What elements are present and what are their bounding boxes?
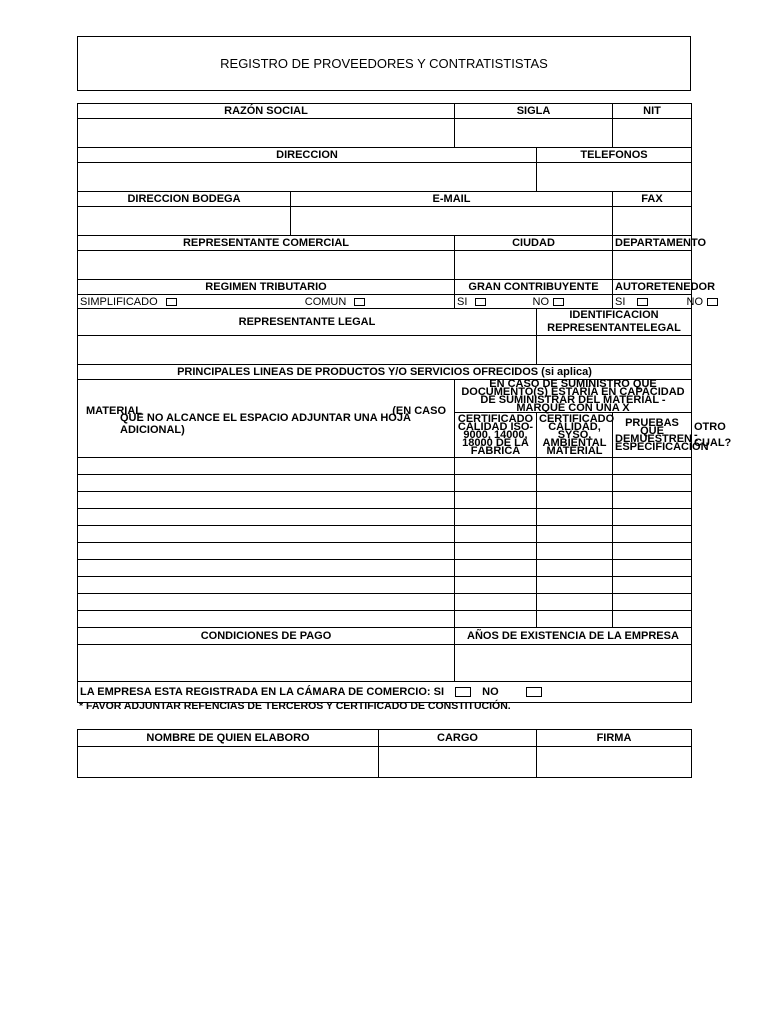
direccion-label: DIRECCION — [78, 148, 537, 163]
material-label: MATERIAL — [86, 405, 143, 417]
camara-no-label: NO — [482, 686, 499, 698]
cert-syso-cell[interactable] — [537, 577, 613, 594]
cert-iso-cell[interactable] — [455, 526, 537, 543]
fax-field[interactable] — [613, 207, 692, 236]
material-row — [78, 475, 692, 492]
representante-comercial-label: REPRESENTANTE COMERCIAL — [78, 236, 455, 251]
direccion-bodega-field[interactable] — [78, 207, 291, 236]
suministro-note: EN CASO DE SUMINISTRO QUE DOCUMENTO(S) ESTARÍA EN CAPACIDAD DE SUMINISTRAR DEL MATERIAL - MARQUE CON UNA X — [455, 380, 692, 413]
nit-field[interactable] — [613, 119, 692, 148]
anos-existencia-field[interactable] — [455, 645, 692, 682]
autoretenedor-si-checkbox[interactable] — [637, 298, 648, 306]
gran-contribuyente-si-checkbox[interactable] — [475, 298, 486, 306]
identificacion-rep-legal-field[interactable] — [537, 336, 692, 365]
representante-comercial-field[interactable] — [78, 251, 455, 280]
ciudad-label: CIUDAD — [455, 236, 613, 251]
cert-iso-cell[interactable] — [455, 492, 537, 509]
cert-syso-header: CERTIFICADO CALIDAD, SYSO, AMBIENTAL MATERIAL — [537, 413, 613, 458]
pruebas-cell[interactable] — [613, 475, 692, 492]
material-row — [78, 560, 692, 577]
camara-si-checkbox[interactable] — [455, 687, 471, 697]
direccion-field[interactable] — [78, 163, 537, 192]
pruebas-cell[interactable] — [613, 492, 692, 509]
signature-table — [77, 729, 692, 778]
gran-contribuyente-options — [455, 295, 613, 309]
material-cell[interactable] — [78, 458, 455, 475]
form-title: REGISTRO DE PROVEEDORES Y CONTRATISTISTAS — [77, 36, 691, 91]
material-row — [78, 611, 692, 628]
firma-label: FIRMA — [537, 730, 692, 747]
telefonos-field[interactable] — [537, 163, 692, 192]
regimen-tributario-label: REGIMEN TRIBUTARIO — [78, 280, 455, 295]
material-note: QUE NO ALCANCE EL ESPACIO ADJUNTAR UNA HOJA ADICIONAL) — [120, 412, 411, 436]
favor-adjuntar-note: * FAVOR ADJUNTAR REFENCIAS DE TERCEROS Y CERTIFICADO DE CONSTITUCIÓN. — [79, 700, 511, 712]
autoretenedor-no-label: NO — [686, 295, 704, 308]
supplier-form: RAZÓN SOCIAL SIGLA NIT DIRECCION TELEFONOS DIRECCION BODEGA E-MAIL FAX REPRESENTANTE COMERCIAL CIUDAD DEPARTAMENTO REGIMEN TRIBUTARIO GRAN CONTRIBUYENTE AUTORETENEDOR SIMPLIFICADO COMUN SI NO SI NO REPRESENTANTE LEGAL IDENTIFICACION REPRESENTANTELEGAL PRINCIPALES LINEAS DE PRODUCTOS Y/O SERVICIOS OFRECIDOS (si aplica) MATERIAL (EN CASO QUE NO ALCANCE EL ESPACIO ADJUNTAR UNA HOJA ADICIONAL) EN CASO DE SUMINISTRO QUE DOCUMENTO(S) ESTARÍA EN CAPACIDAD DE SUMINISTRAR DEL MATERIAL - MARQUE CON UNA X CERTIFICADO CALIDAD ISO-9000, 14000, 18000 DE LA FÁBRICA CERTIFICADO CALIDAD, SYSO, AMBIENTAL MATERIAL PRUEBAS QUE DEMUESTREN ESPECIFICACIÓN OTRO - CUAL? CONDICIONES DE PAGO AÑOS DE EXISTENCIA DE LA EMPRESA LA EMPRESA ESTA REGISTRADA EN LA CÁMARA DE COMERCIO: SI NO — [77, 103, 692, 703]
cert-syso-cell[interactable] — [537, 475, 613, 492]
ciudad-field[interactable] — [455, 251, 613, 280]
pruebas-cell[interactable] — [613, 560, 692, 577]
fax-label: FAX — [613, 192, 692, 207]
material-cell[interactable] — [78, 543, 455, 560]
gran-contribuyente-label: GRAN CONTRIBUYENTE — [455, 280, 613, 295]
camara-no-checkbox[interactable] — [526, 687, 542, 697]
simplificado-checkbox[interactable] — [166, 298, 177, 306]
razon-social-field[interactable] — [78, 119, 455, 148]
material-row — [78, 458, 692, 475]
autoretenedor-label: AUTORETENEDOR — [613, 280, 692, 295]
cert-iso-cell[interactable] — [455, 458, 537, 475]
email-field[interactable] — [291, 207, 613, 236]
material-row — [78, 509, 692, 526]
autoretenedor-no-checkbox[interactable] — [707, 298, 718, 306]
departamento-label: DEPARTAMENTO — [613, 236, 692, 251]
sigla-field[interactable] — [455, 119, 613, 148]
gran-contribuyente-no-checkbox[interactable] — [553, 298, 564, 306]
camara-comercio-label: LA EMPRESA ESTA REGISTRADA EN LA CÁMARA DE COMERCIO: SI — [80, 686, 445, 698]
material-row — [78, 492, 692, 509]
cert-iso-cell[interactable] — [455, 577, 537, 594]
gran-contribuyente-si-label: SI — [457, 295, 468, 308]
gran-contribuyente-no-label: NO — [532, 295, 550, 308]
material-cell[interactable] — [78, 492, 455, 509]
material-cell[interactable] — [78, 577, 455, 594]
material-header — [78, 380, 455, 458]
condiciones-pago-field[interactable] — [78, 645, 455, 682]
material-row — [78, 543, 692, 560]
email-label: E-MAIL — [291, 192, 613, 207]
pruebas-cell[interactable] — [613, 526, 692, 543]
cert-syso-cell[interactable] — [537, 509, 613, 526]
cert-syso-cell[interactable] — [537, 560, 613, 577]
comun-checkbox[interactable] — [354, 298, 365, 306]
pruebas-header: PRUEBAS QUE DEMUESTREN ESPECIFICACIÓN — [613, 413, 692, 458]
cert-syso-cell[interactable] — [537, 526, 613, 543]
cert-syso-cell[interactable] — [537, 492, 613, 509]
sigla-label: SIGLA — [455, 104, 613, 119]
cert-iso-cell[interactable] — [455, 509, 537, 526]
material-cell[interactable] — [78, 526, 455, 543]
material-row — [78, 526, 692, 543]
cert-iso-cell[interactable] — [455, 611, 537, 628]
cert-iso-cell[interactable] — [455, 475, 537, 492]
identificacion-rep-legal-label: IDENTIFICACION REPRESENTANTELEGAL — [537, 309, 692, 336]
nit-label: NIT — [613, 104, 692, 119]
autoretenedor-options — [613, 295, 704, 309]
departamento-field[interactable] — [613, 251, 692, 280]
cert-iso-header: CERTIFICADO CALIDAD ISO-9000, 14000, 18000 DE LA FÁBRICA — [455, 413, 537, 458]
telefonos-label: TELEFONOS — [537, 148, 692, 163]
autoretenedor-si-label: SI — [615, 295, 626, 308]
cert-iso-cell[interactable] — [455, 560, 537, 577]
en-caso-label: (EN CASO — [392, 405, 446, 417]
cargo-field[interactable] — [379, 747, 537, 778]
pruebas-cell[interactable] — [613, 611, 692, 628]
pruebas-cell[interactable] — [613, 509, 692, 526]
comun-label: COMUN — [304, 295, 347, 308]
cert-iso-cell[interactable] — [455, 543, 537, 560]
cargo-label: CARGO — [379, 730, 537, 747]
representante-legal-field[interactable] — [78, 336, 537, 365]
cert-syso-cell[interactable] — [537, 543, 613, 560]
pruebas-cell[interactable] — [613, 458, 692, 475]
material-row — [78, 577, 692, 594]
cert-iso-cell[interactable] — [455, 594, 537, 611]
representante-legal-label: REPRESENTANTE LEGAL — [78, 309, 537, 336]
razon-social-label: RAZÓN SOCIAL — [78, 104, 455, 119]
material-row — [78, 594, 692, 611]
pruebas-cell[interactable] — [613, 543, 692, 560]
material-cell[interactable] — [78, 611, 455, 628]
anos-existencia-label: AÑOS DE EXISTENCIA DE LA EMPRESA — [455, 628, 692, 645]
pruebas-cell[interactable] — [613, 594, 692, 611]
material-cell[interactable] — [78, 560, 455, 577]
simplificado-label: SIMPLIFICADO — [80, 295, 158, 308]
material-cell[interactable] — [78, 475, 455, 492]
pruebas-cell[interactable] — [613, 577, 692, 594]
nombre-elaboro-label: NOMBRE DE QUIEN ELABORO — [78, 730, 379, 747]
direccion-bodega-label: DIRECCION BODEGA — [78, 192, 291, 207]
firma-field[interactable] — [537, 747, 692, 778]
regimen-options — [78, 295, 455, 309]
cert-syso-cell[interactable] — [537, 458, 613, 475]
material-cell[interactable] — [78, 594, 455, 611]
cert-syso-cell[interactable] — [537, 594, 613, 611]
cert-syso-cell[interactable] — [537, 611, 613, 628]
material-cell[interactable] — [78, 509, 455, 526]
nombre-elaboro-field[interactable] — [78, 747, 379, 778]
condiciones-pago-label: CONDICIONES DE PAGO — [78, 628, 455, 645]
principales-lineas-label: PRINCIPALES LINEAS DE PRODUCTOS Y/O SERVICIOS OFRECIDOS (si aplica) — [78, 365, 692, 380]
